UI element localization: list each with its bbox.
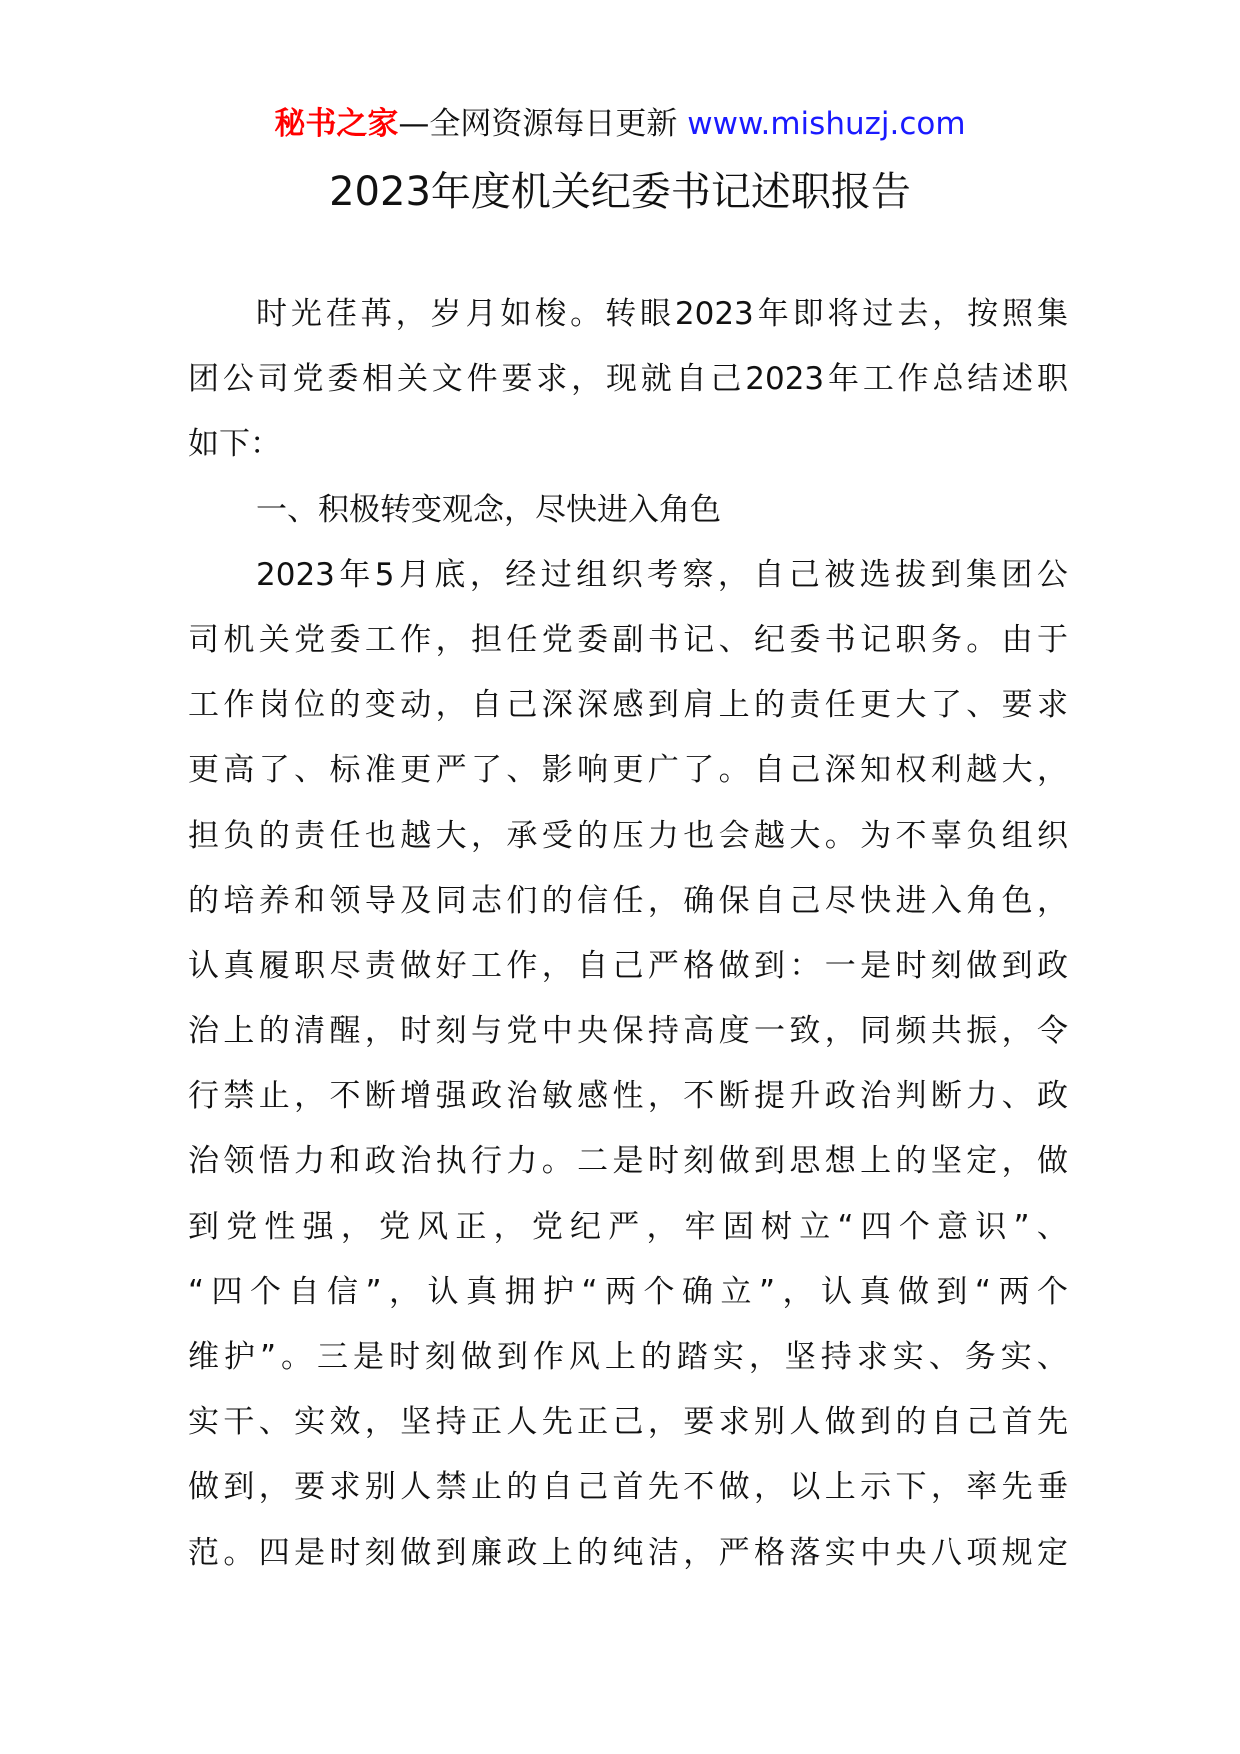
body-line: 担 负 的 责 任 也 越 大 ， 承 受 的 压 力 也 会 越 大 。 为 不 辜 负 组 织 [188, 817, 1068, 854]
section-heading: 一、积极转变观念，尽快进入角色 [256, 491, 721, 528]
body-line: 更 高 了 、 标 准 更 严 了 、 影 响 更 广 了 。 自 己 深 知 权 利 越 大 ， [188, 752, 1068, 789]
body-line: 的 培 养 和 领 导 及 同 志 们 的 信 任 ， 确 保 自 己 尽 快 进 入 角 色 ， [188, 882, 1068, 919]
banner-tagline: —全网资源每日更新 [398, 106, 678, 142]
body-line: 维 护 ” 。 三 是 时 刻 做 到 作 风 上 的 踏 实 ， 坚 持 求 实 、 务 实 、 [188, 1339, 1068, 1375]
body-line: 范 。 四 是 时 刻 做 到 廉 政 上 的 纯 洁 ， 严 格 落 实 中 央 八 项 规 定 [188, 1534, 1068, 1571]
document-body [188, 292, 1068, 1596]
body-line: 治 领 悟 力 和 政 治 执 行 力 。 二 是 时 刻 做 到 思 想 上 的 坚 定 ， 做 [188, 1143, 1068, 1180]
body-line: 认 真 履 职 尽 责 做 好 工 作 ， 自 己 严 格 做 到 ： 一 是 时 刻 做 到 政 [188, 947, 1068, 984]
site-banner [0, 102, 1240, 146]
body-line: 团 公 司 党 委 相 关 文 件 要 求 ， 现 就 自 己 2023 年 工 作 总 结 述 职 [188, 361, 1068, 398]
body-line: 到 党 性 强 ， 党 风 正 ， 党 纪 严 ， 牢 固 树 立 “ 四 个 意 识 ” 、 [188, 1208, 1068, 1245]
body-line: 做 到 ， 要 求 别 人 禁 止 的 自 己 首 先 不 做 ， 以 上 示 下 ， 率 先 垂 [188, 1469, 1068, 1506]
body-line: 司 机 关 党 委 工 作 ， 担 任 党 委 副 书 记 、 纪 委 书 记 职 务 。 由 于 [188, 621, 1068, 658]
document-title: 2023年度机关纪委书记述职报告 [329, 169, 911, 215]
body-line: 实 干 、 实 效 ， 坚 持 正 人 先 正 己 ， 要 求 别 人 做 到 的 自 己 首 先 [188, 1404, 1068, 1441]
site-url: www.mishuzj.com [687, 106, 966, 142]
brand-name: 秘书之家 [274, 106, 399, 142]
body-line: 治 上 的 清 醒 ， 时 刻 与 党 中 央 保 持 高 度 一 致 ， 同 频 共 振 ， 令 [188, 1013, 1068, 1050]
body-line: “ 四 个 自 信 ” ， 认 真 拥 护 “ 两 个 确 立 ” ， 认 真 做 到 “ 两 个 [188, 1273, 1068, 1310]
body-line: 如下： [188, 426, 281, 463]
body-line: 行 禁 止 ， 不 断 增 强 政 治 敏 感 性 ， 不 断 提 升 政 治 判 断 力 、 政 [188, 1078, 1068, 1115]
body-line: 工 作 岗 位 的 变 动 ， 自 己 深 深 感 到 肩 上 的 责 任 更 大 了 、 要 求 [188, 687, 1068, 724]
body-line: 2023 年 5 月 底 ， 经 过 组 织 考 察 ， 自 己 被 选 拔 到 集 团 公 [256, 556, 1068, 593]
body-line: 时 光 荏 苒 ， 岁 月 如 梭 。 转 眼 2023 年 即 将 过 去 ， 按 照 集 [256, 296, 1068, 332]
